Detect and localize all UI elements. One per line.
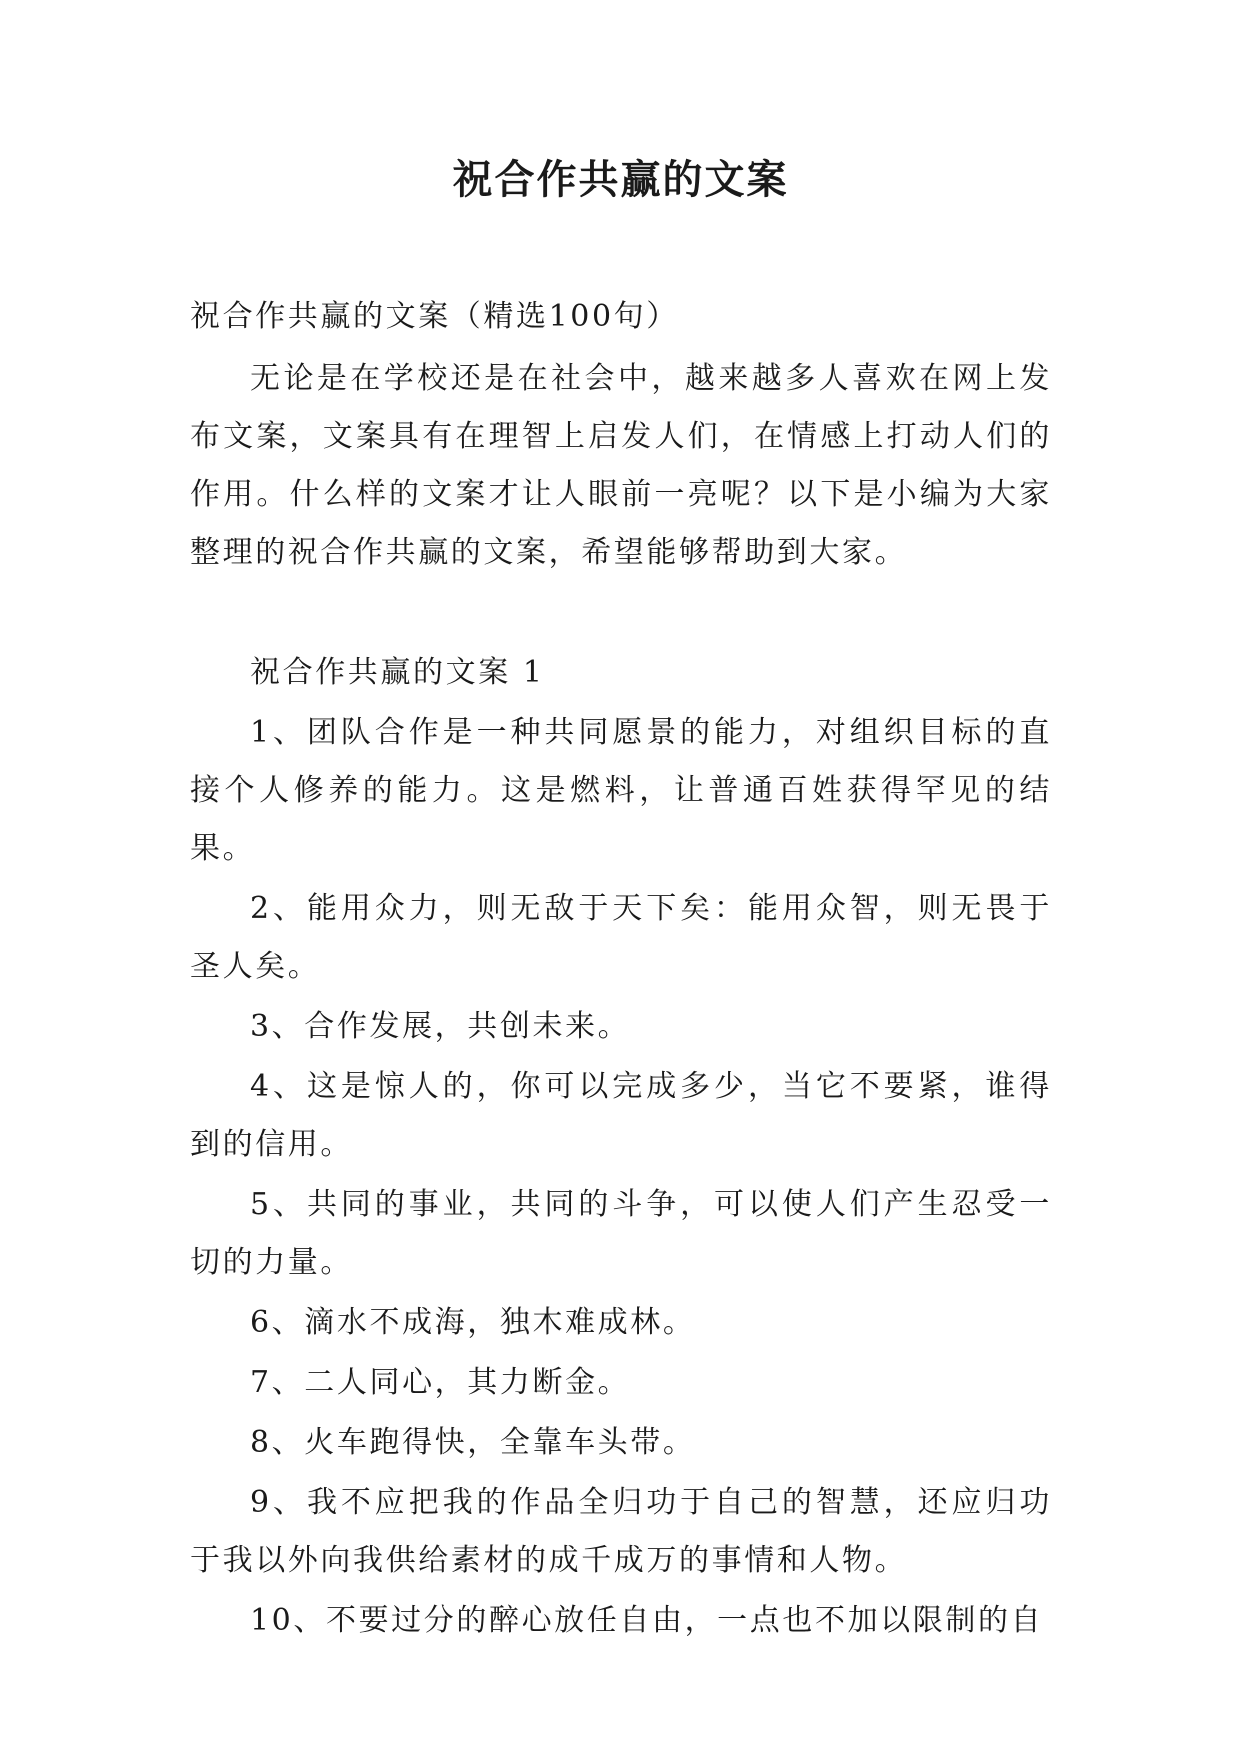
list-item: 2、能用众力，则无敌于天下矣：能用众智，则无畏于圣人矣。	[190, 891, 1052, 984]
list-item: 4、这是惊人的，你可以完成多少，当它不要紧，谁得到的信用。	[190, 1069, 1052, 1162]
list-item: 9、我不应把我的作品全归功于自己的智慧，还应归功于我以外向我供给素材的成千成万的事情和人物。	[190, 1485, 1052, 1578]
list-item: 8、火车跑得快，全靠车头带。	[250, 1425, 696, 1460]
list-item: 7、二人同心，其力断金。	[250, 1365, 631, 1400]
list-item: 5、共同的事业，共同的斗争，可以使人们产生忍受一切的力量。	[190, 1187, 1052, 1280]
document-subtitle: 祝合作共赢的文案（精选100句）	[190, 299, 679, 334]
list-item: 6、滴水不成海，独木难成林。	[250, 1305, 696, 1340]
list-item: 10、不要过分的醉心放任自由，一点也不加以限制的自	[250, 1603, 1044, 1638]
list-item: 1、团队合作是一种共同愿景的能力，对组织目标的直接个人修养的能力。这是燃料，让普通百姓获得罕见的结果。	[190, 715, 1052, 866]
document-body	[190, 288, 1052, 1652]
document-title: 祝合作共赢的文案	[452, 157, 789, 203]
list-item: 3、合作发展，共创未来。	[250, 1009, 631, 1044]
intro-paragraph: 无论是在学校还是在社会中，越来越多人喜欢在网上发布文案，文案具有在理智上启发人们，在情感上打动人们的作用。什么样的文案才让人眼前一亮呢？以下是小编为大家整理的祝合作共赢的文案，希望能够帮助到大家。	[190, 361, 1052, 570]
section-heading: 祝合作共赢的文案 1	[250, 655, 545, 690]
